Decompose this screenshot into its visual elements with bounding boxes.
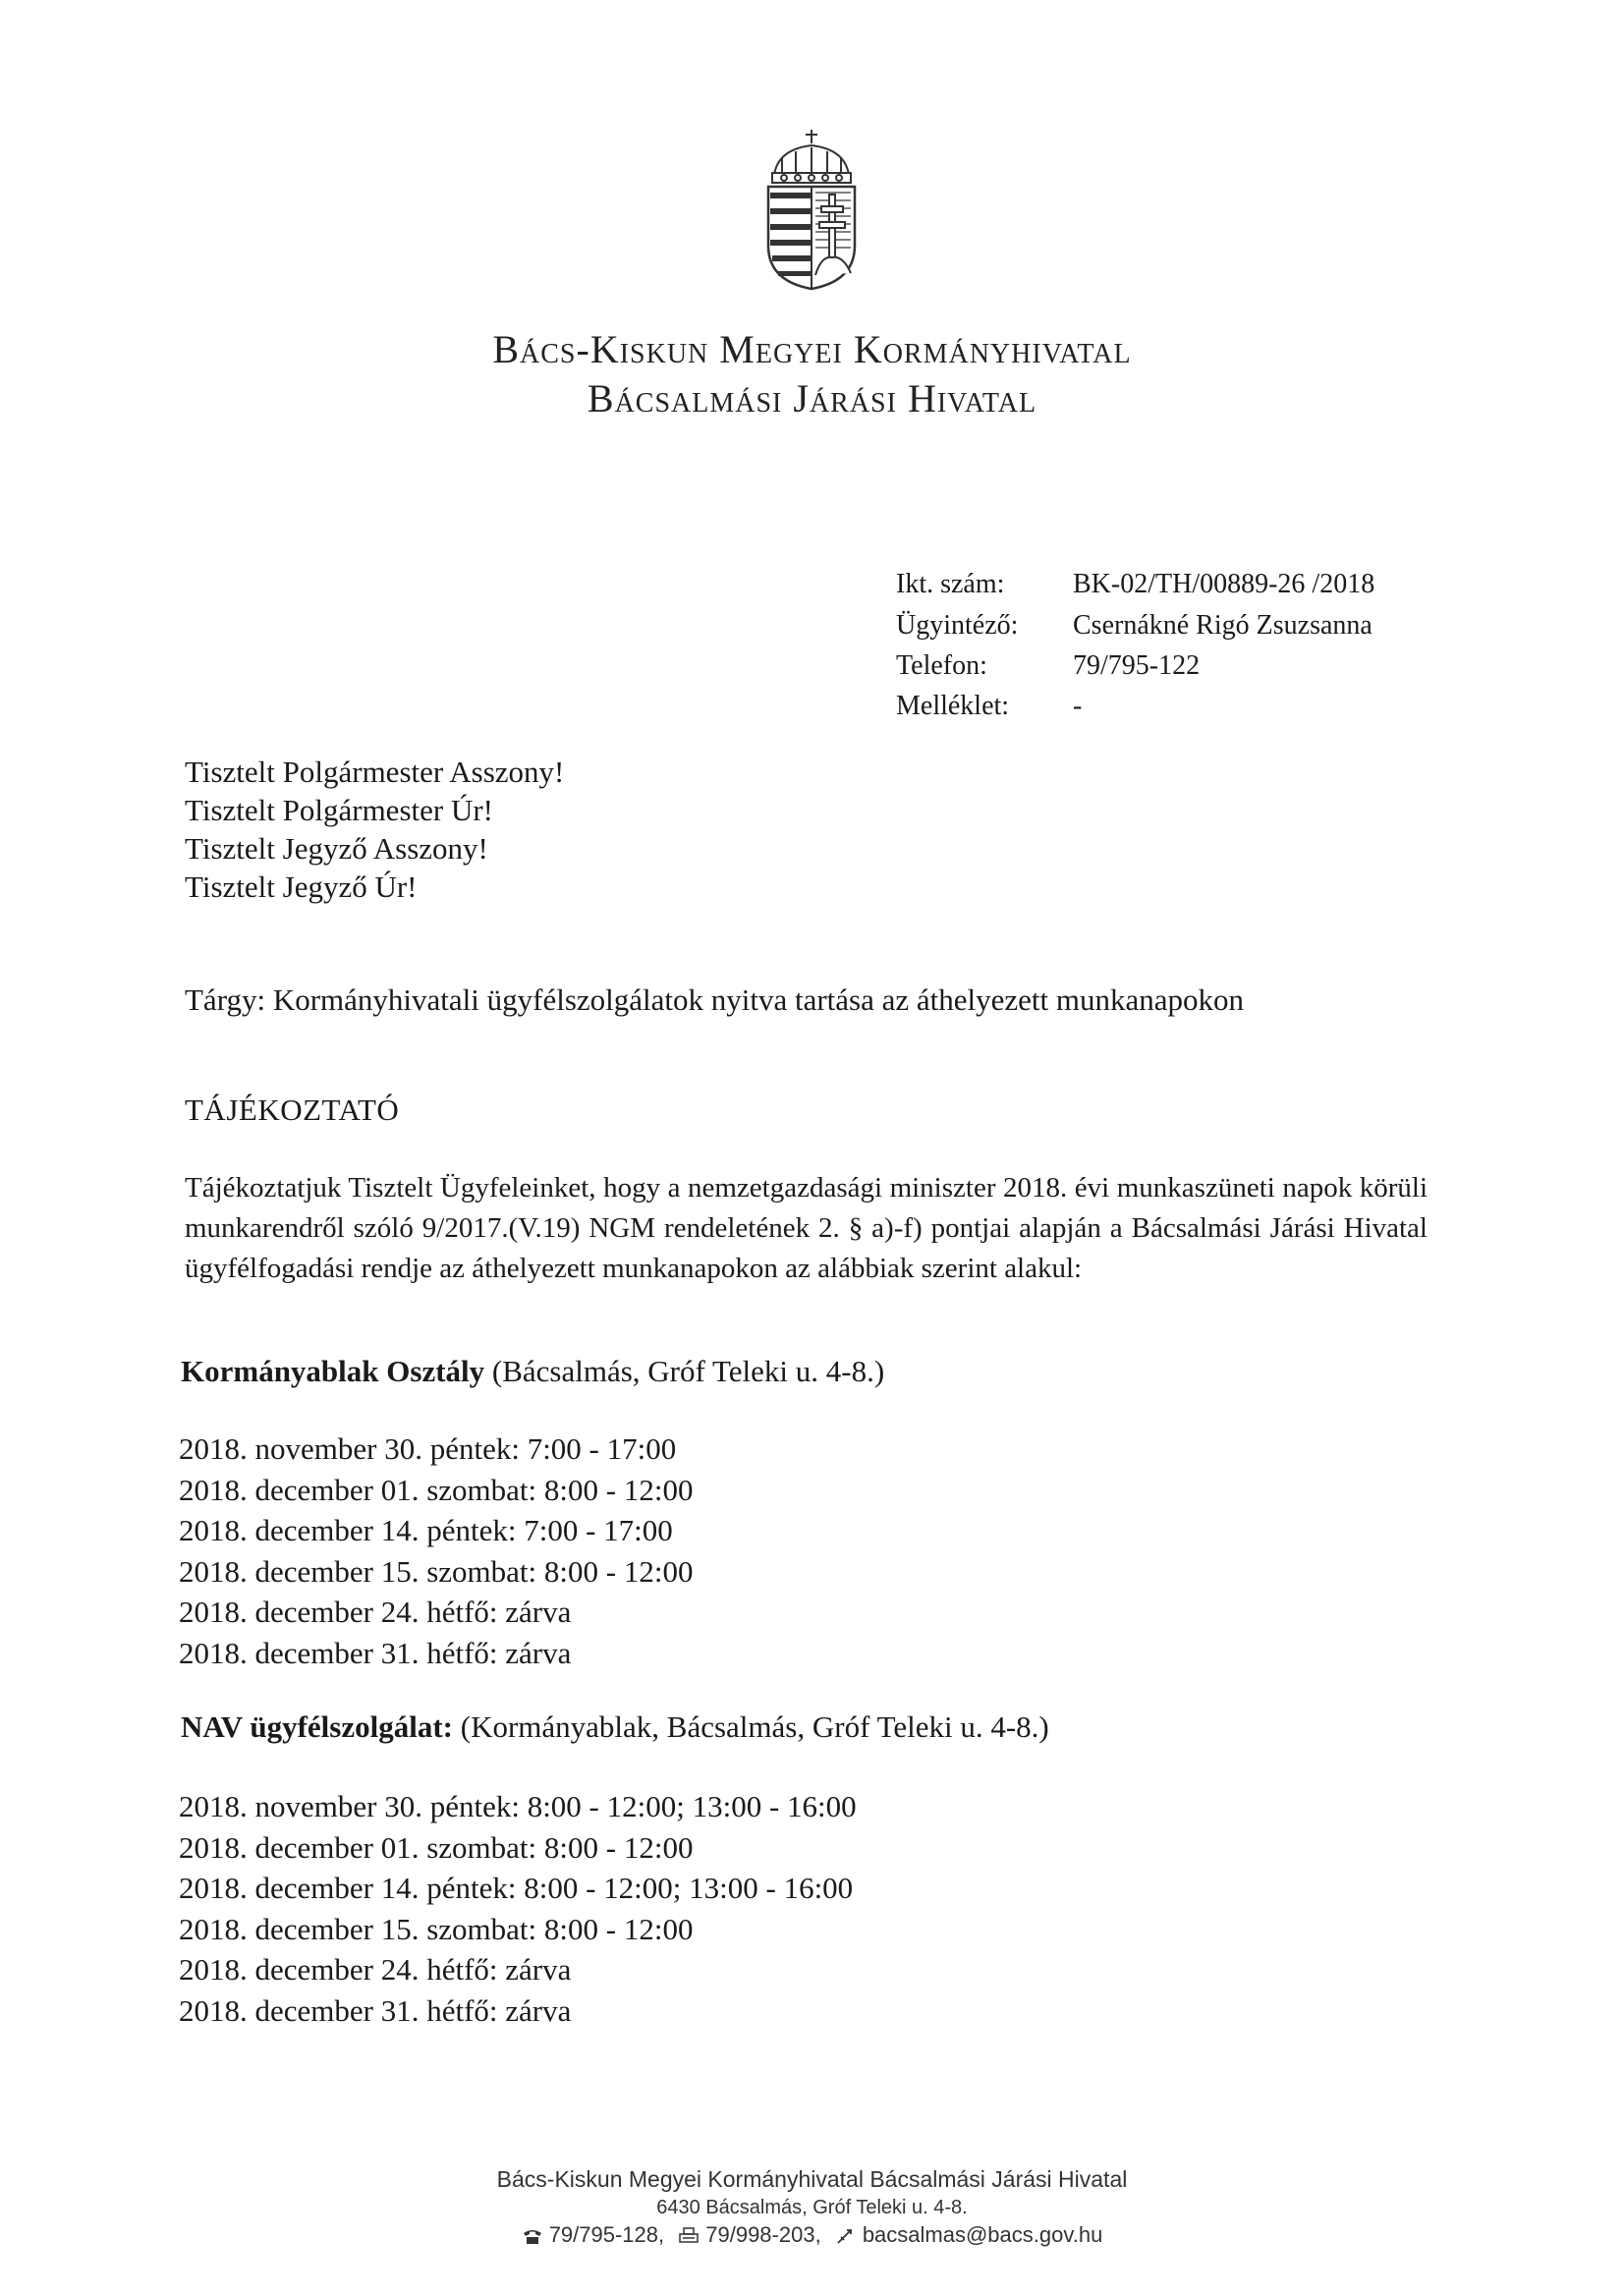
footer-fax: 79/998-203,: [705, 2222, 821, 2247]
schedule-item: 2018. december 24. hétfő: zárva: [179, 1595, 572, 1629]
schedule-item: 2018. december 24. hétfő: zárva: [179, 1952, 572, 1987]
schedule-item: 2018. december 31. hétfő: zárva: [179, 1635, 572, 1670]
meta-label-phone: Telefon:: [896, 650, 987, 681]
meta-label-reference: Ikt. szám:: [896, 569, 1005, 599]
addressee-line: Tisztelt Polgármester Úr!: [185, 793, 493, 827]
schedule-item: 2018. november 30. péntek: 7:00 - 17:00: [179, 1431, 677, 1466]
footer-office-name: Bács-Kiskun Megyei Kormányhivatal Bácsalmási Járási Hivatal: [496, 2166, 1128, 2192]
subject-line: Tárgy: Kormányhivatali ügyfélszolgálatok nyitva tartása az áthelyezett munkanapokon: [185, 982, 1245, 1017]
addressee-list: [185, 753, 971, 906]
section-title-nav: [181, 1709, 1049, 1745]
meta-value-officer: Csernákné Rigó Zsuzsanna: [1073, 610, 1372, 641]
section-title-bold: Kormányablak Osztály: [181, 1354, 485, 1388]
schedule-item: 2018. december 14. péntek: 8:00 - 12:00; 13:00 - 16:00: [179, 1871, 854, 1905]
schedule-item: 2018. december 15. szombat: 8:00 - 12:00: [179, 1911, 694, 1946]
office-title-line1: Bács-Kiskun Megyei Kormányhivatal: [492, 327, 1132, 371]
addressee-line: Tisztelt Polgármester Asszony!: [185, 755, 565, 789]
section-title-bold: NAV ügyfélszolgálat:: [181, 1709, 453, 1744]
schedule-list-nav: [179, 1786, 1063, 2031]
footer-address: 6430 Bácsalmás, Gróf Teleki u. 4-8.: [656, 2197, 968, 2218]
meta-value-reference: BK-02/TH/00889-26 /2018: [1073, 569, 1375, 599]
office-title-line2: Bácsalmási Járási Hivatal: [587, 376, 1037, 420]
schedule-list-kormanyablak: [179, 1428, 1063, 1673]
meta-label-attachment: Melléklet:: [896, 691, 1010, 721]
body-paragraph: Tájékoztatjuk Tisztelt Ügyfeleinket, hogy a nemzetgazdasági miniszter 2018. évi munkaszüneti napok körüli munkarendről szóló 9/2017.(V.19) NGM rendeletének 2. § a)-f) pontjai alapján a Bácsalmási Járási Hivatal ügyfélfogadási rendje az áthelyezett munkanapokon az alábbiak szerint alakul:: [185, 1172, 1428, 1284]
section-title-address: (Kormányablak, Bácsalmás, Gróf Teleki u. 4-8.): [453, 1709, 1049, 1744]
schedule-item: 2018. november 30. péntek: 8:00 - 12:00; 13:00 - 16:00: [179, 1789, 857, 1823]
meta-value-phone: 79/795-122: [1073, 650, 1201, 681]
addressee-line: Tisztelt Jegyző Asszony!: [185, 831, 488, 866]
section-title-address: (Bácsalmás, Gróf Teleki u. 4-8.): [484, 1354, 885, 1388]
footer-contacts: [0, 2222, 1624, 2248]
schedule-item: 2018. december 01. szombat: 8:00 - 12:00: [179, 1472, 694, 1507]
email-icon: [835, 2227, 857, 2245]
section-title-kormanyablak: [181, 1354, 884, 1389]
phone-icon: [522, 2227, 543, 2245]
footer-email: bacsalmas@bacs.gov.hu: [862, 2222, 1103, 2247]
fax-icon: [678, 2227, 700, 2245]
document-heading: TÁJÉKOZTATÓ: [185, 1092, 400, 1127]
footer-phone: 79/795-128,: [548, 2222, 665, 2247]
coat-of-arms-icon: [760, 128, 863, 291]
schedule-item: 2018. december 15. szombat: 8:00 - 12:00: [179, 1553, 694, 1589]
addressee-line: Tisztelt Jegyző Úr!: [185, 869, 418, 904]
schedule-item: 2018. december 01. szombat: 8:00 - 12:00: [179, 1829, 694, 1865]
schedule-item: 2018. december 31. hétfő: zárva: [179, 1992, 572, 2028]
schedule-item: 2018. december 14. péntek: 7:00 - 17:00: [179, 1513, 673, 1547]
meta-label-officer: Ügyintéző:: [896, 610, 1019, 641]
meta-value-attachment: -: [1073, 691, 1083, 721]
